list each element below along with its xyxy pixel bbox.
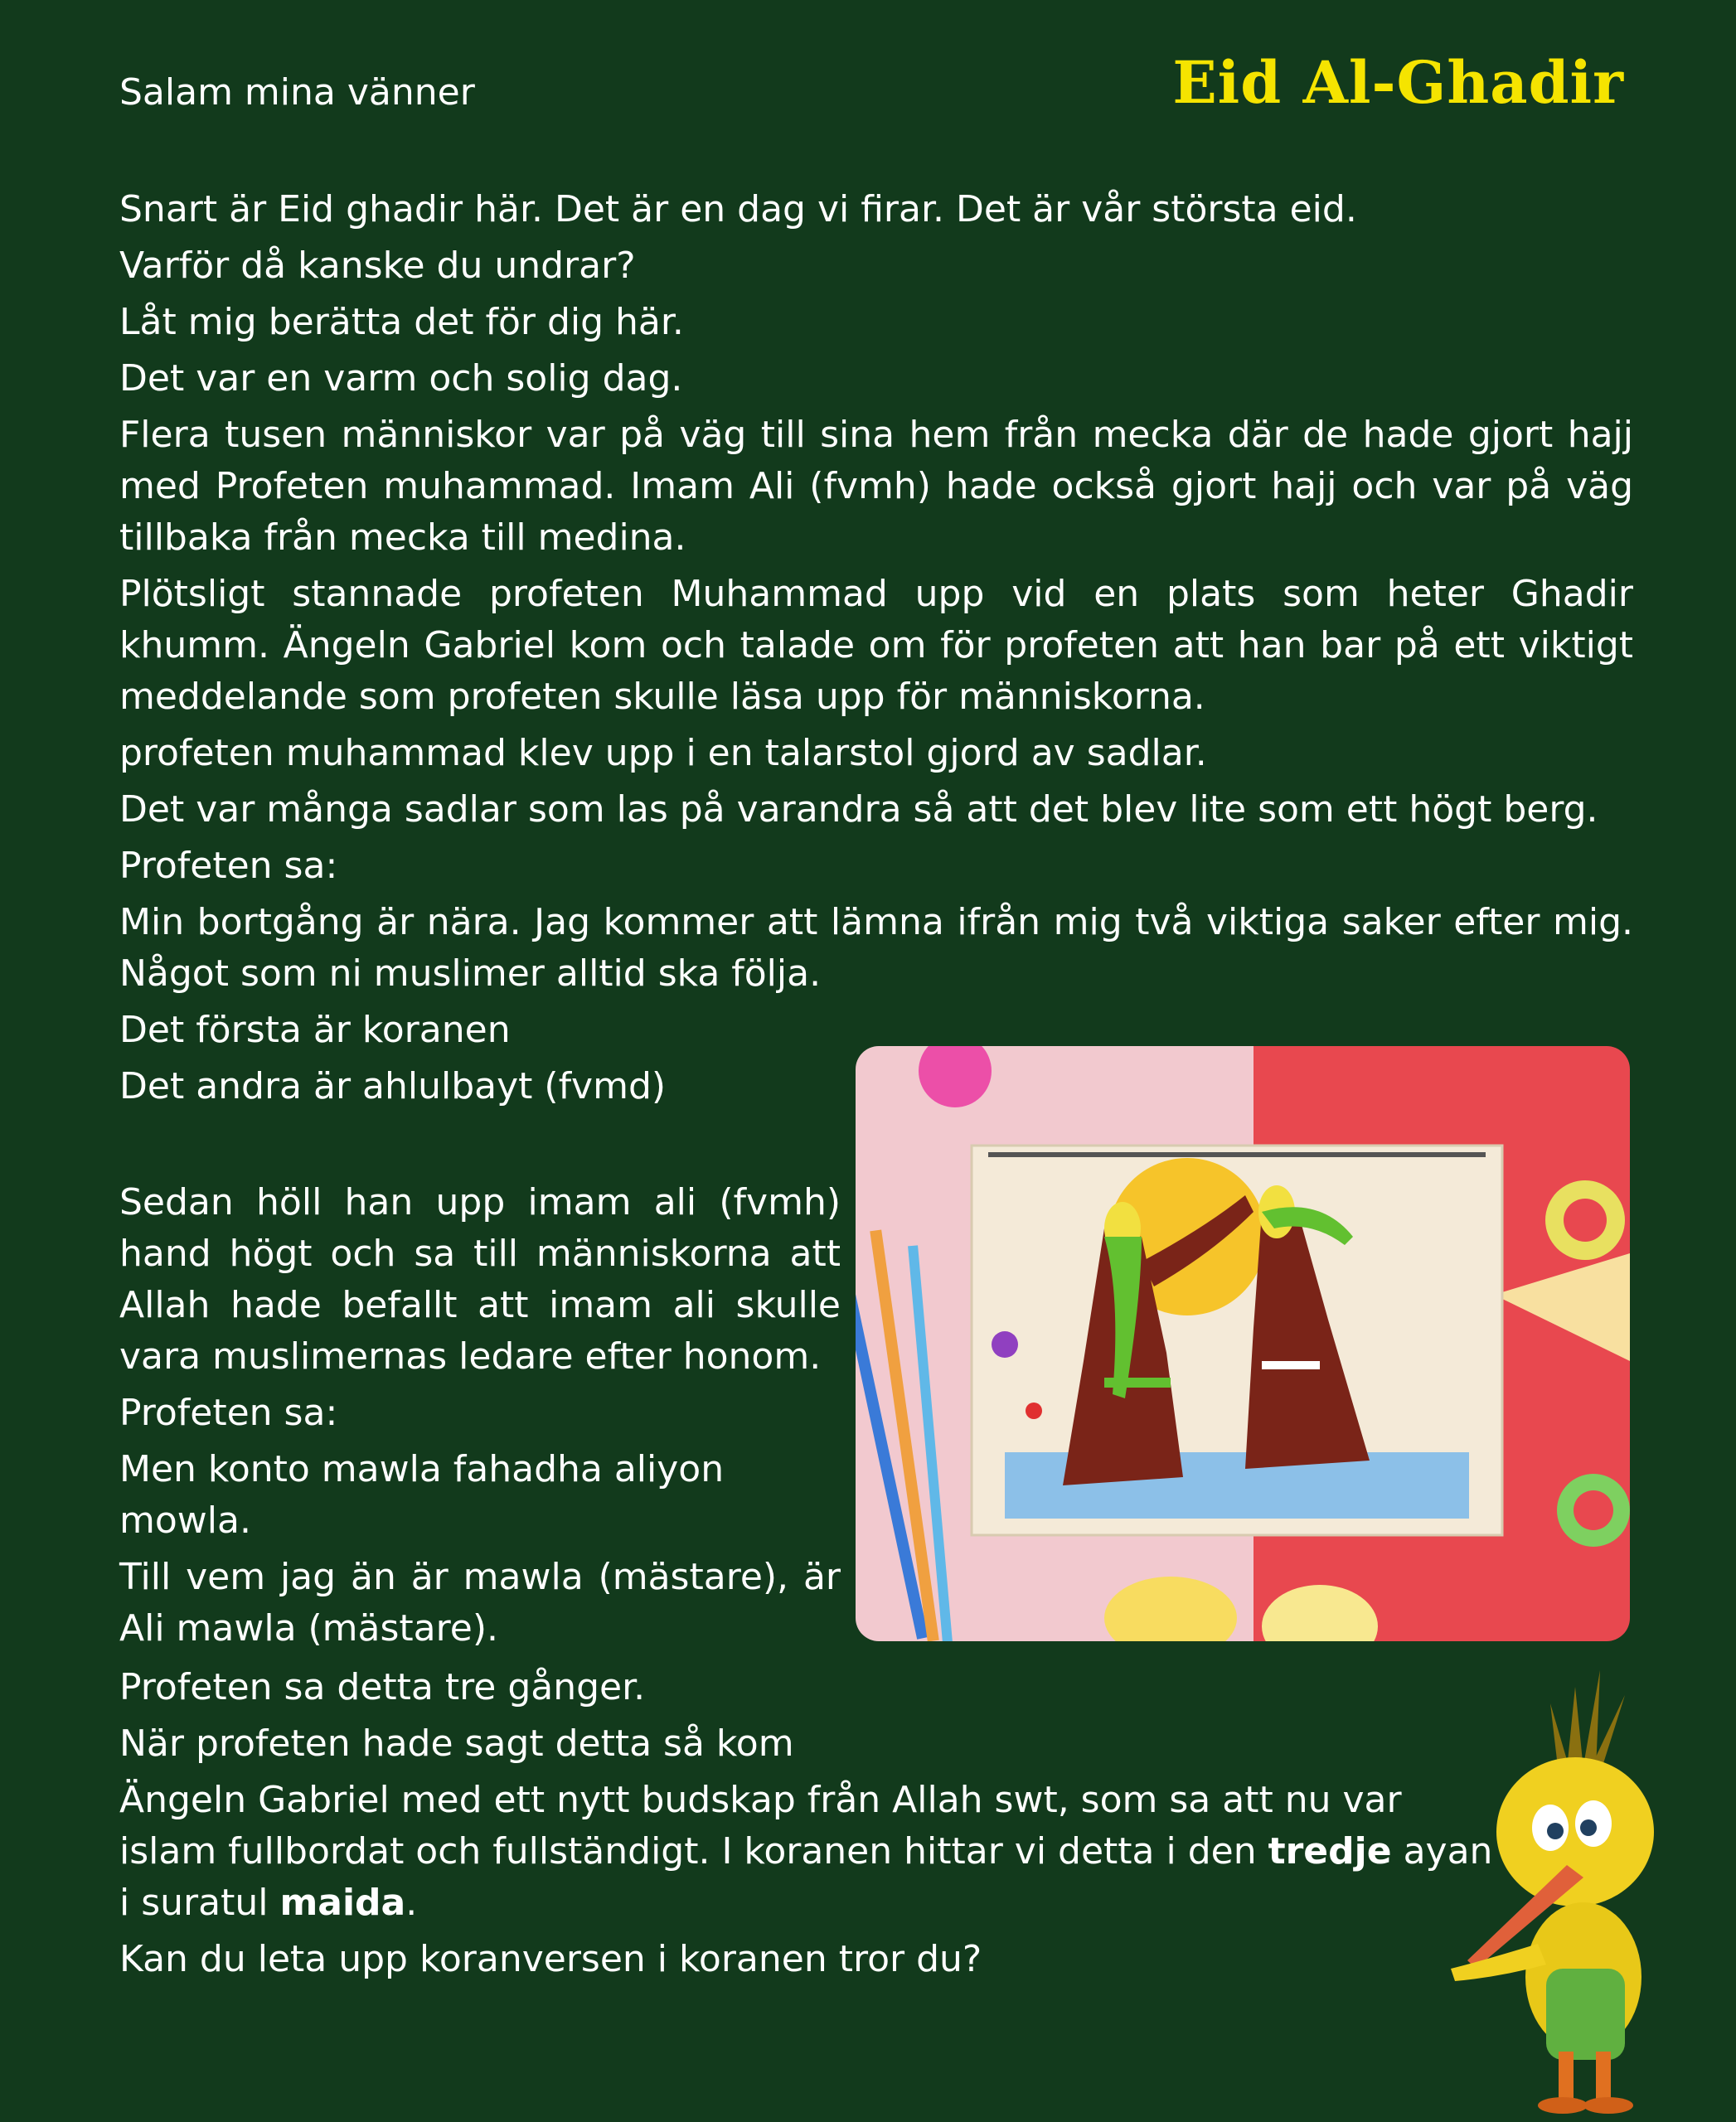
paragraph: Låt mig berätta det för dig här.	[119, 301, 684, 343]
paragraph: Det var en varm och solig dag.	[119, 357, 683, 400]
text-segment: ayan i suratul	[119, 1830, 1493, 1924]
paragraph: Men konto mawla fahadha aliyon mowla.	[119, 1448, 725, 1542]
story-part2	[119, 1177, 841, 1659]
drawing-of-two-figures-icon	[856, 1046, 1630, 1641]
yellow-bird-mascot-icon	[1451, 1654, 1666, 2118]
paragraph: Det var många sadlar som las på varandra så att det blev lite som ett högt berg.	[119, 788, 1598, 831]
page-title: Eid Al-Ghadir	[1172, 48, 1624, 117]
text-segment: .	[405, 1882, 418, 1924]
paragraph: Plötsligt stannade profeten Muhammad upp vid en plats som heter Ghadir khumm. Ängeln Gabriel kom och talade om för profeten att han bar på ett viktigt meddelande som profeten skulle läsa upp för människorna.	[119, 573, 1633, 718]
paragraph: Sedan höll han upp imam ali (fvmh) hand högt och sa till människorna att Allah hade befallt att imam ali skulle vara muslimernas ledare efter honom.	[119, 1181, 841, 1378]
story-part3	[119, 1662, 1496, 1990]
paragraph: Snart är Eid ghadir här. Det är en dag vi firar. Det är vår största eid.	[119, 188, 1357, 230]
bold-word: tredje	[1268, 1830, 1392, 1872]
text-segment: Ängeln Gabriel med ett nytt budskap från Allah swt, som sa att nu var islam fullbordat och fullständigt. I koranen hittar vi detta i den	[119, 1779, 1402, 1872]
story-part1	[119, 184, 1633, 1117]
paragraph: Min bortgång är nära. Jag kommer att lämna ifrån mig två viktiga saker efter mig. Något som ni muslimer alltid ska följa.	[119, 901, 1633, 995]
paragraph: Det första är koranen	[119, 1009, 511, 1051]
paragraph: Till vem jag än är mawla (mästare), är Ali mawla (mästare).	[119, 1556, 841, 1650]
paragraph: Det andra är ahlulbayt (fvmd)	[119, 1065, 667, 1107]
bold-word: maida	[279, 1882, 406, 1924]
paragraph: Flera tusen människor var på väg till sina hem från mecka där de hade gjort hajj med Profeten muhammad. Imam Ali (fvmh) hade också gjort hajj och var på väg tillbaka från mecka till medina.	[119, 414, 1633, 559]
paragraph: Profeten sa:	[119, 1392, 338, 1434]
paragraph: Profeten sa detta tre gånger.	[119, 1666, 646, 1708]
paragraph: Varför då kanske du undrar?	[119, 245, 636, 287]
paragraph: profeten muhammad klev upp i en talarstol gjord av sadlar.	[119, 732, 1207, 774]
paragraph: Kan du leta upp koranversen i koranen tror du?	[119, 1938, 982, 1980]
illustration-image	[856, 1046, 1630, 1641]
paragraph: När profeten hade sagt detta så kom	[119, 1722, 794, 1765]
paragraph: Profeten sa:	[119, 845, 338, 887]
paragraph	[119, 1775, 1496, 1929]
mascot	[1451, 1654, 1666, 2118]
greeting: Salam mina vänner	[119, 71, 475, 114]
